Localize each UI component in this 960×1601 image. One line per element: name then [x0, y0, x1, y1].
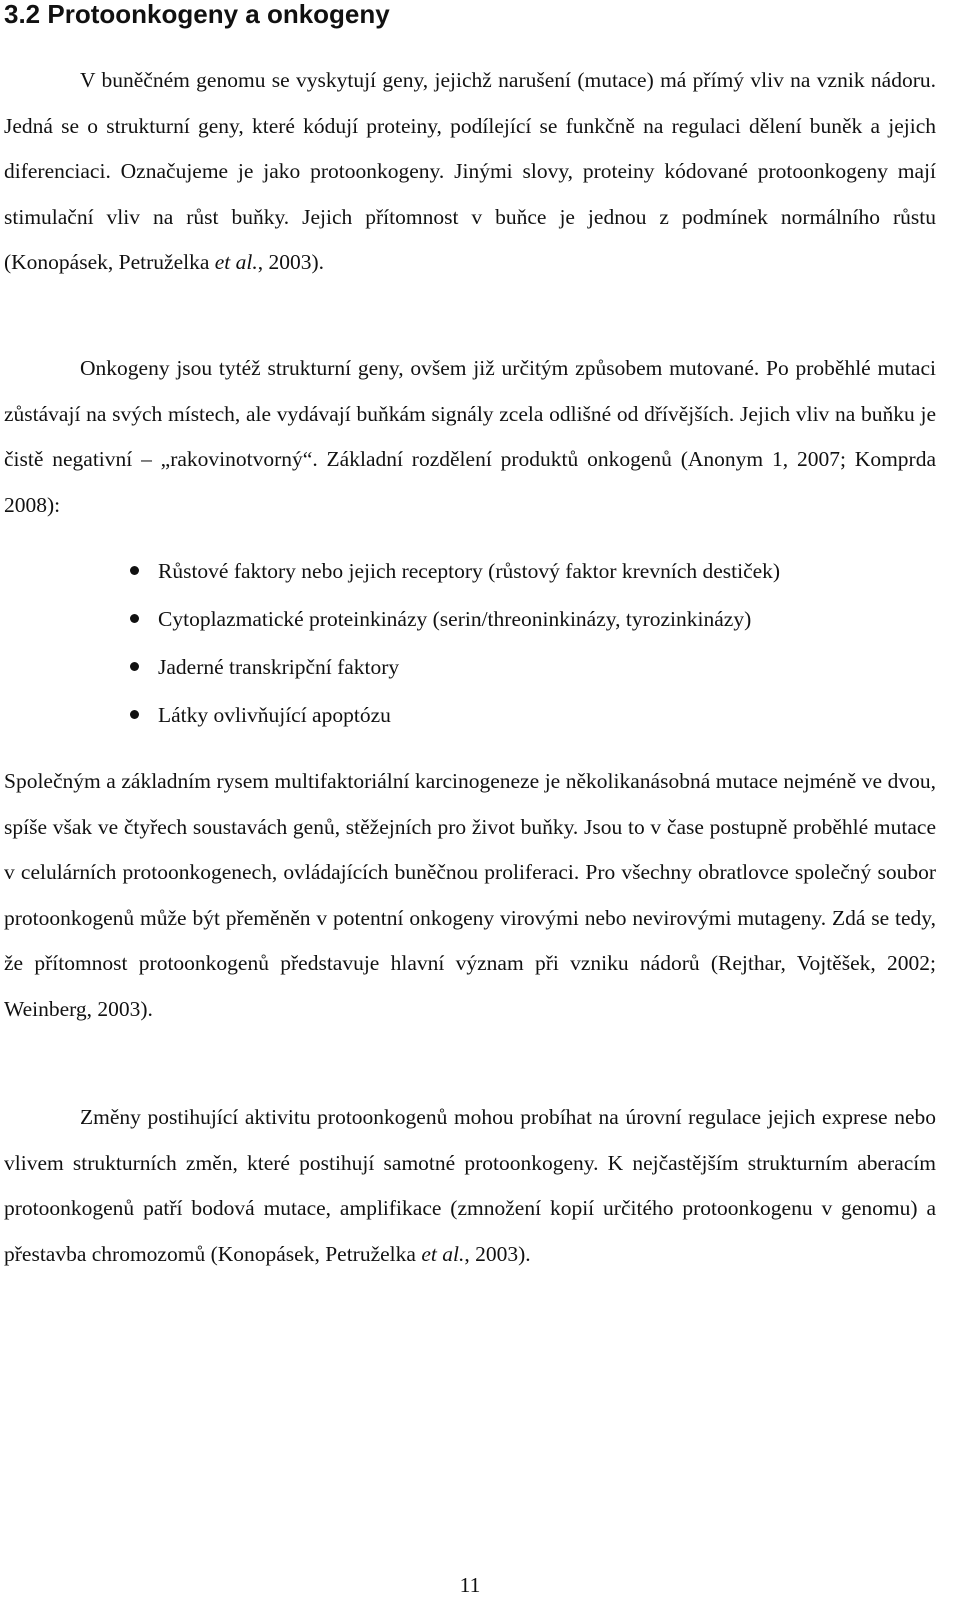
list-item-text: Látky ovlivňující apoptózu: [158, 703, 391, 727]
list-item: [0, 547, 940, 595]
paragraph-aberrations: [4, 1095, 936, 1277]
list-item: [0, 691, 940, 739]
paragraph-text: Změny postihující aktivitu protoonkogenů mohou probíhat na úrovní regulace jejich exprese nebo vlivem strukturních změn, které postihují samotné protoonkogeny. K nejčastějším strukturním aberacím protoonkogenů patří bodová mutace, amplifikace (zmnožení kopií určitého protoonkogenu v genomu) a přestavba chromozomů (Konopásek, Petruželka: [4, 1105, 936, 1266]
citation-et-al: et al.: [214, 250, 258, 274]
bullet-icon: [130, 566, 139, 575]
paragraph-carcinogenesis: Společným a základním rysem multifaktoriální karcinogeneze je několikanásobná mutace nejméně ve dvou, spíše však ve čtyřech soustavách genů, stěžejních pro život buňky. Jsou to v čase postupně proběhlé mutace v celulárních protoonkogenech, ovládajících buněčnou proliferaci. Pro všechny obratlovce společný soubor protoonkogenů může být přeměněn v potentní onkogeny virovými nebo nevirovými mutageny. Zdá se tedy, že přítomnost protoonkogenů představuje hlavní význam při vzniku nádorů (Rejthar, Vojtěšek, 2002; Weinberg, 2003).: [4, 769, 936, 1021]
paragraph-protooncogenes: [4, 58, 936, 286]
list-item-text: Cytoplazmatické proteinkinázy (serin/threoninkinázy, tyrozinkinázy): [158, 607, 752, 631]
list-item-text: Růstové faktory nebo jejich receptory (růstový faktor krevních destiček): [158, 559, 781, 583]
citation-et-al: et al.: [421, 1241, 465, 1266]
list-item-text: Jaderné transkripční faktory: [158, 655, 400, 679]
oncogene-products-list: [0, 547, 940, 739]
bullet-icon: [130, 662, 139, 671]
section-heading: 3.2 Protoonkogeny a onkogeny: [4, 0, 390, 29]
list-item: [0, 643, 940, 691]
bullet-icon: [130, 614, 139, 623]
paragraph-text: V buněčném genomu se vyskytují geny, jejichž narušení (mutace) má přímý vliv na vznik nádoru. Jedná se o strukturní geny, které kódují proteiny, podílející se funkčně na regulaci dělení buněk a jejich diferenciaci. Označujeme je jako protoonkogeny. Jinými slovy, proteiny kódované protoonkogeny mají stimulační vliv na růst buňky. Jejich přítomnost v buňce je jednou z podmínek normálního růstu (Konopásek, Petruželka: [4, 68, 936, 274]
list-item: [0, 595, 940, 643]
page-number: 11: [459, 1573, 481, 1597]
paragraph-text-end: , 2003).: [464, 1241, 531, 1266]
bullet-icon: [130, 710, 139, 719]
paragraph-oncogenes: Onkogeny jsou tytéž strukturní geny, ovšem již určitým způsobem mutované. Po proběhlé mutaci zůstávají na svých místech, ale vydávají buňkám signály zcela odlišné od dřívějších. Jejich vliv na buňku je čistě negativní – „rakovinotvorný“. Základní rozdělení produktů onkogenů (Anonym 1, 2007; Komprda 2008):: [4, 356, 936, 517]
paragraph-text-end: , 2003).: [257, 250, 325, 274]
